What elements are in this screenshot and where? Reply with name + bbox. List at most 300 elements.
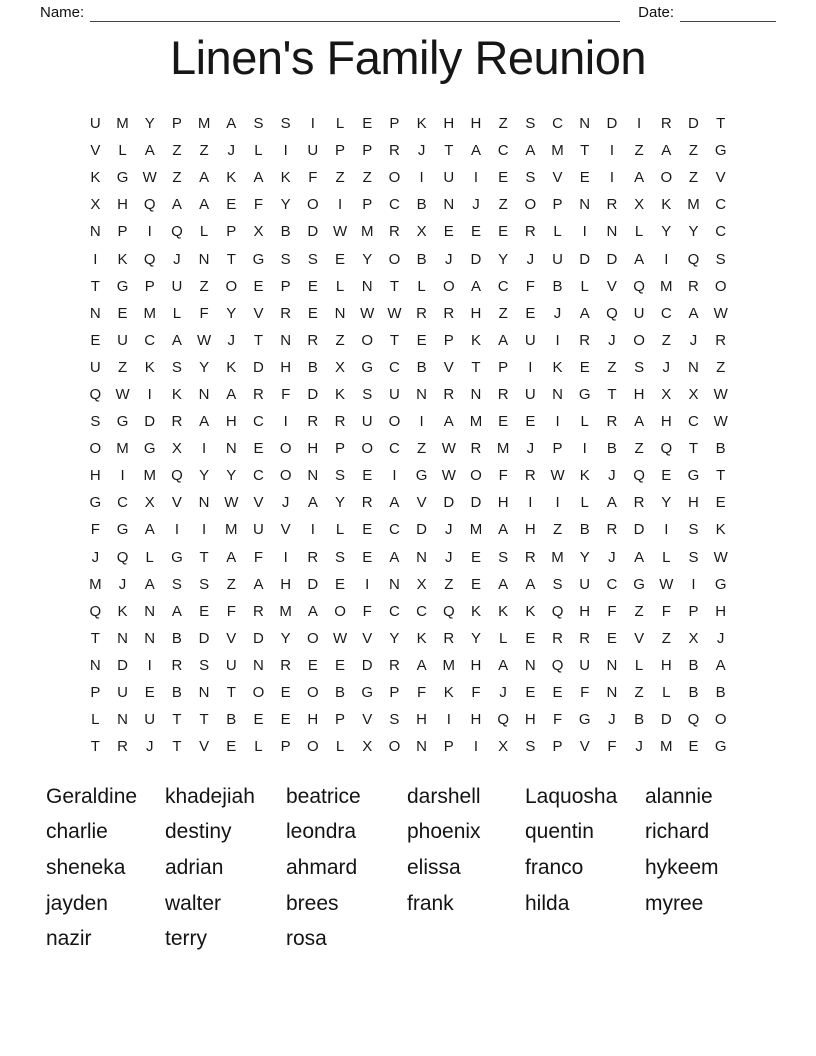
grid-letter: C (688, 413, 699, 431)
grid-letter: K (416, 629, 427, 647)
grid-letter: E (470, 575, 481, 593)
grid-letter: Y (389, 629, 400, 647)
grid-letter: C (497, 142, 509, 160)
grid-letter: A (498, 331, 509, 349)
grid-letter: N (225, 440, 237, 458)
grid-letter: Q (116, 548, 129, 566)
grid-letter: P (552, 738, 563, 756)
grid-letter: H (470, 115, 482, 133)
grid-letter: Z (117, 358, 128, 376)
page-title: Linen's Family Reunion (169, 31, 647, 84)
grid-letter: R (524, 548, 536, 566)
grid-letter: G (116, 169, 129, 187)
grid-letter: X (144, 494, 155, 512)
grid-letter: G (714, 142, 727, 160)
grid-letter: R (280, 656, 292, 674)
grid-letter: B (307, 358, 318, 376)
grid-letter: E (552, 684, 563, 702)
grid-letter: V (90, 142, 101, 160)
grid-letter: S (525, 169, 536, 187)
grid-letter: A (226, 548, 237, 566)
grid-letter: T (688, 440, 699, 458)
grid-letter: R (334, 413, 346, 431)
grid-letter: Z (634, 684, 644, 702)
grid-letter: Y (661, 223, 672, 241)
grid-letter: O (361, 440, 374, 458)
grid-letter: N (144, 602, 156, 620)
grid-letter: R (307, 548, 319, 566)
grid-letter: X (688, 629, 699, 647)
grid-letter: H (524, 711, 536, 729)
grid-letter: M (660, 738, 673, 756)
grid-letter: R (443, 385, 455, 403)
word-list-item: Laquosha (525, 784, 618, 808)
grid-letter: I (120, 467, 125, 485)
grid-letter: N (388, 575, 400, 593)
grid-letter: J (526, 250, 535, 268)
grid-letter: C (552, 115, 563, 133)
grid-letter: C (715, 223, 727, 241)
grid-letter: L (335, 738, 345, 756)
grid-letter: B (579, 521, 590, 539)
grid-letter: U (253, 521, 264, 539)
grid-letter: E (525, 629, 536, 647)
grid-letter: Z (661, 331, 671, 349)
grid-letter: A (470, 142, 481, 160)
grid-letter: M (551, 142, 564, 160)
word-list-item: franco (525, 855, 584, 879)
word-list-item: nazir (46, 927, 92, 951)
grid-letter: N (416, 738, 428, 756)
word-list-item: jayden (46, 891, 108, 915)
grid-letter: I (419, 169, 424, 187)
grid-letter: I (609, 142, 614, 160)
grid-letter: Y (226, 304, 237, 322)
grid-letter: H (633, 385, 645, 403)
grid-letter: R (253, 385, 264, 403)
grid-letter: C (388, 358, 400, 376)
grid-letter: N (688, 358, 699, 376)
grid-letter: I (283, 548, 288, 566)
grid-letter: W (115, 385, 130, 403)
grid-letter: O (714, 277, 727, 295)
grid-letter: M (143, 304, 156, 322)
grid-letter: I (664, 250, 669, 268)
grid-letter: E (715, 494, 726, 512)
grid-letter: Z (417, 440, 427, 458)
grid-letter: L (254, 142, 263, 160)
grid-letter: T (389, 277, 399, 295)
grid-letter: D (633, 521, 645, 539)
grid-letter: J (662, 358, 671, 376)
grid-letter: N (606, 656, 618, 674)
grid-letter: G (171, 548, 183, 566)
grid-letter: U (443, 169, 455, 187)
grid-letter: I (310, 521, 315, 539)
grid-letter: Y (688, 223, 699, 241)
grid-letter: B (335, 684, 346, 702)
grid-letter: N (198, 494, 210, 512)
grid-letter: C (388, 196, 400, 214)
grid-letter: C (497, 277, 509, 295)
grid-letter: D (307, 575, 319, 593)
grid-letter: X (634, 196, 645, 214)
grid-letter: K (661, 196, 672, 214)
grid-letter: T (389, 331, 399, 349)
grid-letter: G (361, 684, 374, 702)
grid-letter: G (714, 575, 727, 593)
grid-letter: F (471, 684, 481, 702)
grid-letter: Z (661, 629, 671, 647)
grid-letter: R (660, 115, 672, 133)
grid-letter: Q (633, 277, 645, 295)
grid-letter: Q (551, 656, 564, 674)
grid-letter: W (713, 304, 728, 322)
word-list-item: phoenix (407, 820, 481, 844)
word-list-item: darshell (407, 784, 481, 808)
grid-letter: S (199, 575, 210, 593)
grid-letter: G (714, 738, 727, 756)
grid-letter: J (608, 331, 616, 349)
grid-letter: G (143, 440, 156, 458)
grid-letter: V (634, 629, 645, 647)
grid-letter: M (279, 602, 292, 620)
grid-letter: S (498, 548, 509, 566)
grid-letter: K (525, 602, 536, 620)
grid-letter: N (334, 304, 346, 322)
grid-letter: P (90, 684, 101, 702)
grid-letter: P (171, 115, 182, 133)
grid-letter: W (224, 494, 239, 512)
grid-letter: Q (687, 711, 700, 729)
grid-letter: I (147, 385, 152, 403)
grid-letter: C (416, 602, 428, 620)
grid-letter: H (524, 521, 536, 539)
grid-letter: X (498, 738, 509, 756)
grid-letter: U (144, 711, 156, 729)
grid-letter: I (392, 467, 397, 485)
word-list-item: alannie (645, 784, 713, 808)
grid-letter: C (715, 196, 727, 214)
grid-letter: H (688, 494, 699, 512)
grid-letter: O (252, 684, 265, 702)
grid-letter: T (607, 385, 617, 403)
grid-letter: J (173, 250, 181, 268)
grid-letter: D (253, 629, 264, 647)
grid-letter: H (307, 440, 319, 458)
word-list-item: sheneka (46, 855, 126, 879)
grid-letter: C (660, 304, 672, 322)
grid-letter: J (118, 575, 127, 593)
grid-letter: A (307, 602, 318, 620)
grid-letter: D (361, 656, 373, 674)
grid-letter: R (552, 629, 563, 647)
grid-letter: A (144, 521, 155, 539)
grid-letter: R (280, 304, 292, 322)
grid-letter: I (174, 521, 179, 539)
grid-letter: E (199, 602, 210, 620)
grid-letter: O (279, 440, 292, 458)
grid-letter: T (172, 711, 182, 729)
word-list-item: frank (407, 891, 454, 915)
grid-letter: R (361, 494, 373, 512)
grid-letter: I (555, 413, 560, 431)
grid-letter: K (117, 250, 128, 268)
grid-letter: N (606, 684, 618, 702)
grid-letter: O (388, 169, 401, 187)
grid-letter: U (524, 331, 536, 349)
grid-letter: E (362, 548, 373, 566)
grid-letter: S (634, 358, 645, 376)
grid-letter: W (713, 548, 728, 566)
grid-letter: F (90, 521, 100, 539)
grid-letter: N (361, 277, 373, 295)
grid-letter: A (389, 494, 400, 512)
grid-letter: N (416, 385, 428, 403)
grid-letter: N (253, 656, 264, 674)
word-list-item: destiny (165, 820, 232, 844)
grid-letter: N (198, 684, 210, 702)
grid-letter: D (253, 358, 264, 376)
grid-letter: W (142, 169, 157, 187)
name-blank-line (90, 6, 620, 22)
grid-letter: T (90, 629, 100, 647)
grid-letter: D (117, 656, 128, 674)
grid-letter: U (117, 331, 128, 349)
grid-letter: D (307, 385, 319, 403)
grid-letter: M (469, 521, 483, 539)
grid-letter: T (199, 548, 209, 566)
grid-letter: F (607, 602, 617, 620)
grid-letter: N (307, 467, 319, 485)
grid-letter: L (417, 277, 426, 295)
grid-letter: E (335, 656, 346, 674)
grid-letter: Q (171, 467, 183, 485)
grid-letter: K (498, 602, 509, 620)
grid-letter: N (198, 250, 210, 268)
grid-letter: P (362, 142, 373, 160)
grid-letter: N (280, 331, 292, 349)
grid-letter: F (199, 304, 209, 322)
grid-letter: L (199, 223, 209, 241)
grid-letter: E (579, 358, 590, 376)
grid-letter: J (445, 548, 453, 566)
grid-letter: E (498, 169, 509, 187)
grid-letter: Q (171, 223, 183, 241)
grid-letter: A (525, 575, 536, 593)
grid-letter: H (117, 196, 128, 214)
grid-letter: Z (335, 169, 345, 187)
grid-letter: L (580, 494, 589, 512)
grid-letter: C (253, 467, 264, 485)
grid-letter: J (689, 331, 698, 349)
word-list (46, 779, 772, 957)
grid-letter: L (662, 684, 671, 702)
grid-letter: E (144, 684, 155, 702)
grid-letter: A (525, 142, 536, 160)
grid-letter: Q (606, 304, 618, 322)
grid-letter: B (552, 277, 563, 295)
grid-letter: V (362, 711, 373, 729)
grid-letter: M (469, 413, 483, 431)
grid-letter: M (116, 440, 129, 458)
grid-letter: J (608, 711, 616, 729)
grid-letter: R (253, 602, 264, 620)
grid-letter: R (443, 629, 455, 647)
word-list-item: adrian (165, 855, 224, 879)
grid-letter: I (365, 575, 370, 593)
grid-letter: A (498, 521, 509, 539)
grid-letter: E (606, 629, 617, 647)
grid-letter: A (144, 142, 155, 160)
grid-letter: B (171, 684, 182, 702)
grid-letter: O (307, 196, 319, 214)
grid-letter: I (582, 223, 587, 241)
grid-letter: A (226, 115, 237, 133)
grid-letter: R (524, 467, 536, 485)
grid-letter: L (254, 738, 263, 756)
grid-letter: V (606, 277, 617, 295)
grid-letter: Q (633, 467, 645, 485)
word-list-item: khadejiah (165, 784, 255, 808)
grid-letter: Z (172, 169, 182, 187)
grid-letter: H (660, 656, 672, 674)
grid-letter: T (90, 738, 100, 756)
grid-letter: P (117, 223, 128, 241)
grid-letter: K (144, 358, 155, 376)
grid-letter: C (388, 602, 400, 620)
grid-letter: U (633, 304, 645, 322)
grid-letter: M (225, 521, 238, 539)
grid-letter: S (171, 358, 182, 376)
grid-letter: J (553, 304, 562, 322)
grid-letter: A (661, 142, 672, 160)
grid-letter: R (579, 331, 591, 349)
grid-letter: D (606, 115, 618, 133)
grid-letter: K (579, 467, 590, 485)
grid-letter: L (335, 521, 345, 539)
grid-letter: R (606, 196, 618, 214)
grid-letter: A (144, 575, 155, 593)
grid-letter: M (442, 656, 456, 674)
grid-letter: S (307, 250, 318, 268)
grid-letter: F (253, 548, 264, 566)
name-label: Name: (40, 4, 85, 21)
grid-letter: H (715, 602, 727, 620)
grid-letter: O (307, 684, 319, 702)
grid-letter: D (579, 250, 591, 268)
grid-letter: F (253, 196, 264, 214)
grid-letter: C (117, 494, 128, 512)
grid-letter: R (388, 142, 400, 160)
grid-letter: S (280, 115, 291, 133)
grid-letter: O (89, 440, 102, 458)
grid-letter: B (226, 711, 237, 729)
grid-letter: H (579, 602, 591, 620)
grid-letter: Z (634, 602, 644, 620)
grid-letter: I (283, 413, 288, 431)
grid-letter: R (307, 413, 319, 431)
word-list-item: charlie (46, 820, 108, 844)
word-list-item: ahmard (286, 855, 358, 879)
grid-letter: O (307, 738, 319, 756)
grid-letter: E (280, 711, 291, 729)
grid-letter: W (659, 575, 674, 593)
grid-letter: E (307, 277, 318, 295)
grid-letter: R (416, 304, 428, 322)
grid-letter: U (579, 656, 591, 674)
grid-letter: G (116, 521, 129, 539)
grid-letter: J (499, 684, 507, 702)
grid-letter: C (253, 413, 264, 431)
grid-letter: A (715, 656, 726, 674)
grid-letter: G (252, 250, 265, 268)
grid-letter: X (253, 223, 264, 241)
grid-letter: F (661, 602, 671, 620)
grid-letter: E (335, 575, 346, 593)
grid-letter: A (171, 331, 182, 349)
grid-letter: P (552, 196, 563, 214)
grid-letter: F (226, 602, 236, 620)
grid-letter: F (498, 467, 508, 485)
grid-letter: V (443, 358, 454, 376)
grid-letter: Z (226, 575, 236, 593)
grid-letter: E (525, 413, 536, 431)
grid-letter: Y (661, 494, 672, 512)
grid-letter: N (579, 196, 591, 214)
grid-letter: O (279, 467, 292, 485)
grid-letter: R (606, 413, 618, 431)
grid-letter: C (144, 331, 156, 349)
grid-letter: Y (579, 548, 590, 566)
grid-letter: C (606, 575, 618, 593)
grid-letter: B (416, 250, 427, 268)
grid-letter: P (280, 277, 291, 295)
grid-letter: K (171, 385, 182, 403)
grid-letter: E (470, 223, 481, 241)
grid-letter: E (443, 223, 454, 241)
grid-letter: X (90, 196, 101, 214)
grid-letter: D (606, 250, 618, 268)
grid-letter: N (579, 115, 591, 133)
grid-letter: Q (687, 250, 700, 268)
grid-letter: T (226, 250, 236, 268)
grid-letter: Z (362, 169, 372, 187)
grid-letter: M (660, 277, 673, 295)
grid-letter: N (89, 656, 101, 674)
grid-letter: L (580, 413, 589, 431)
worksheet-header (40, 0, 776, 22)
grid-letter: Z (552, 521, 563, 539)
word-list-item: brees (286, 891, 339, 915)
grid-letter: H (280, 575, 292, 593)
grid-letter: R (171, 413, 183, 431)
grid-letter: K (552, 358, 563, 376)
grid-letter: J (445, 521, 453, 539)
grid-letter: E (362, 521, 373, 539)
grid-letter: F (525, 277, 535, 295)
grid-letter: A (253, 169, 264, 187)
grid-letter: H (307, 711, 319, 729)
word-list-item: hykeem (645, 855, 719, 879)
grid-letter: C (388, 521, 400, 539)
grid-letter: B (634, 711, 645, 729)
grid-letter: D (416, 521, 428, 539)
grid-letter: D (688, 115, 699, 133)
grid-letter: E (307, 656, 318, 674)
grid-letter: U (117, 684, 128, 702)
grid-letter: W (713, 385, 728, 403)
